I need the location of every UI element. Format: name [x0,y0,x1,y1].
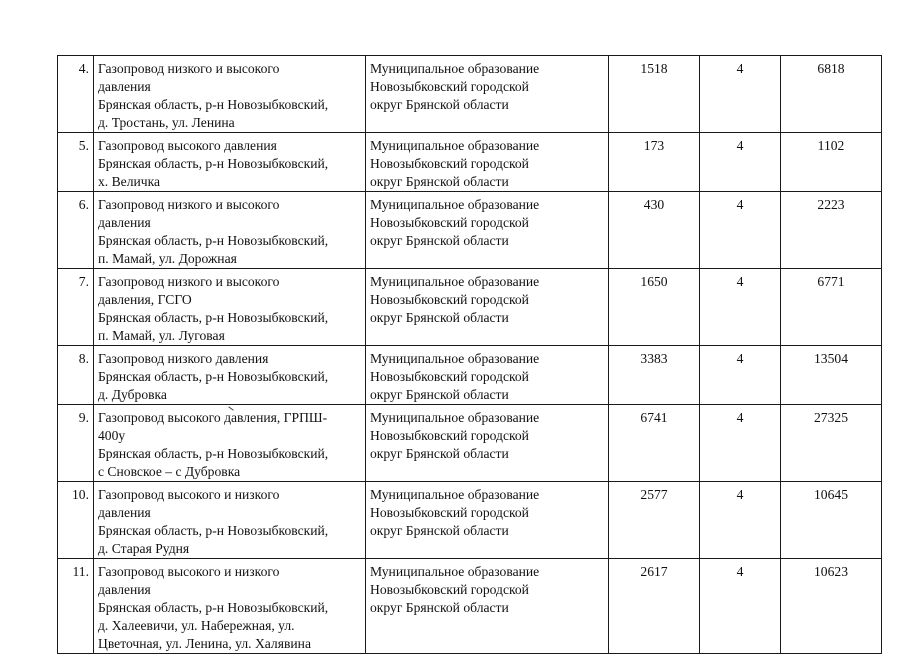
owner-line: Муниципальное образование [370,274,540,289]
object-name-line: Брянская область, р-н Новозыбковский, [98,97,329,112]
object-name-line: х. Величка [98,174,161,189]
length-cell: 430 [609,192,700,269]
table-row [58,269,882,346]
object-name-line: п. Мамай, ул. Луговая [98,328,225,343]
owner-cell [366,405,609,482]
object-name-line: д. Дубровка [98,387,167,402]
value-cell: 4 [700,482,781,559]
table-row [58,192,882,269]
owner-cell [366,482,609,559]
owner-cell [366,56,609,133]
length-cell: 1518 [609,56,700,133]
owner-line: Новозыбковский городской [370,505,529,520]
owner-line: Новозыбковский городской [370,292,529,307]
cost-cell: 10623 [781,559,882,654]
table-body [58,56,882,654]
object-name-cell [94,269,366,346]
owner-line: округ Брянской области [370,97,509,112]
object-name-cell [94,56,366,133]
owner-line: Новозыбковский городской [370,428,529,443]
object-name-line: Газопровод высокого и низкого [98,564,280,579]
cost-cell: 6818 [781,56,882,133]
length-cell: 173 [609,133,700,192]
row-number: 6. [58,192,94,269]
owner-line: округ Брянской области [370,387,509,402]
value-cell: 4 [700,192,781,269]
owner-line: округ Брянской области [370,310,509,325]
object-name-line: Газопровод высокого давления, ГРПШ- [98,410,328,425]
object-name-cell [94,559,366,654]
owner-cell [366,192,609,269]
table-row [58,346,882,405]
object-name-line: Газопровод низкого и высокого [98,197,280,212]
object-name-line: Газопровод низкого и высокого [98,61,280,76]
object-name-line: Брянская область, р-н Новозыбковский, [98,233,329,248]
cost-cell: 6771 [781,269,882,346]
value-cell: 4 [700,56,781,133]
owner-cell [366,559,609,654]
owner-line: Муниципальное образование [370,138,540,153]
owner-line: округ Брянской области [370,523,509,538]
object-name-line: д. Тростань, ул. Ленина [98,115,235,130]
object-name-line: 400у [98,428,126,443]
object-name-line: д. Старая Рудня [98,541,190,556]
object-name-line: Брянская область, р-н Новозыбковский, [98,446,329,461]
object-name-line: Брянская область, р-н Новозыбковский, [98,369,329,384]
value-cell: 4 [700,346,781,405]
object-name-line: Цветочная, ул. Ленина, ул. Халявина [98,636,311,651]
row-number: 11. [58,559,94,654]
object-name-line: Брянская область, р-н Новозыбковский, [98,523,329,538]
table-row [58,559,882,654]
object-name-line: Брянская область, р-н Новозыбковский, [98,310,329,325]
object-name-line: Брянская область, р-н Новозыбковский, [98,600,329,615]
value-cell: 4 [700,405,781,482]
cost-cell: 2223 [781,192,882,269]
value-cell: 4 [700,269,781,346]
owner-line: Муниципальное образование [370,410,540,425]
object-name-cell [94,192,366,269]
table-row [58,56,882,133]
owner-line: округ Брянской области [370,174,509,189]
object-name-line: Газопровод высокого и низкого [98,487,280,502]
owner-line: Новозыбковский городской [370,582,529,597]
owner-line: Муниципальное образование [370,197,540,212]
table-row [58,405,882,482]
length-cell: 3383 [609,346,700,405]
owner-cell [366,269,609,346]
object-name-cell [94,405,366,482]
owner-line: округ Брянской области [370,446,509,461]
object-name-line: Брянская область, р-н Новозыбковский, [98,156,329,171]
object-name-line: Газопровод низкого давления [98,351,269,366]
owner-line: Муниципальное образование [370,351,540,366]
object-name-line: п. Мамай, ул. Дорожная [98,251,237,266]
owner-line: Новозыбковский городской [370,156,529,171]
row-number: 4. [58,56,94,133]
owner-line: Новозыбковский городской [370,79,529,94]
value-cell: 4 [700,133,781,192]
object-name-line: д. Халеевичи, ул. Набережная, ул. [98,618,295,633]
length-cell: 1650 [609,269,700,346]
owner-line: Муниципальное образование [370,487,540,502]
object-name-line: давления [98,79,151,94]
cost-cell: 10645 [781,482,882,559]
object-name-line: Газопровод высокого давления [98,138,277,153]
object-name-cell [94,133,366,192]
object-name-line: с Сновское – с Дубровка [98,464,241,479]
length-cell: 2617 [609,559,700,654]
gas-pipeline-registry-table [57,55,882,654]
row-number: 8. [58,346,94,405]
owner-cell [366,346,609,405]
owner-line: Новозыбковский городской [370,369,529,384]
length-cell: 2577 [609,482,700,559]
object-name-line: давления [98,215,151,230]
value-cell: 4 [700,559,781,654]
owner-line: Новозыбковский городской [370,215,529,230]
cost-cell: 27325 [781,405,882,482]
object-name-cell [94,482,366,559]
row-number: 5. [58,133,94,192]
row-number: 7. [58,269,94,346]
owner-cell [366,133,609,192]
owner-line: округ Брянской области [370,233,509,248]
object-name-line: давления [98,505,151,520]
owner-line: округ Брянской области [370,600,509,615]
owner-line: Муниципальное образование [370,564,540,579]
owner-line: Муниципальное образование [370,61,540,76]
object-name-line: Газопровод низкого и высокого [98,274,280,289]
row-number: 9. [58,405,94,482]
object-name-cell [94,346,366,405]
table-row [58,133,882,192]
cost-cell: 13504 [781,346,882,405]
row-number: 10. [58,482,94,559]
length-cell: 6741 [609,405,700,482]
object-name-line: давления, ГСГО [98,292,192,307]
table-row [58,482,882,559]
object-name-line: давления [98,582,151,597]
cost-cell: 1102 [781,133,882,192]
